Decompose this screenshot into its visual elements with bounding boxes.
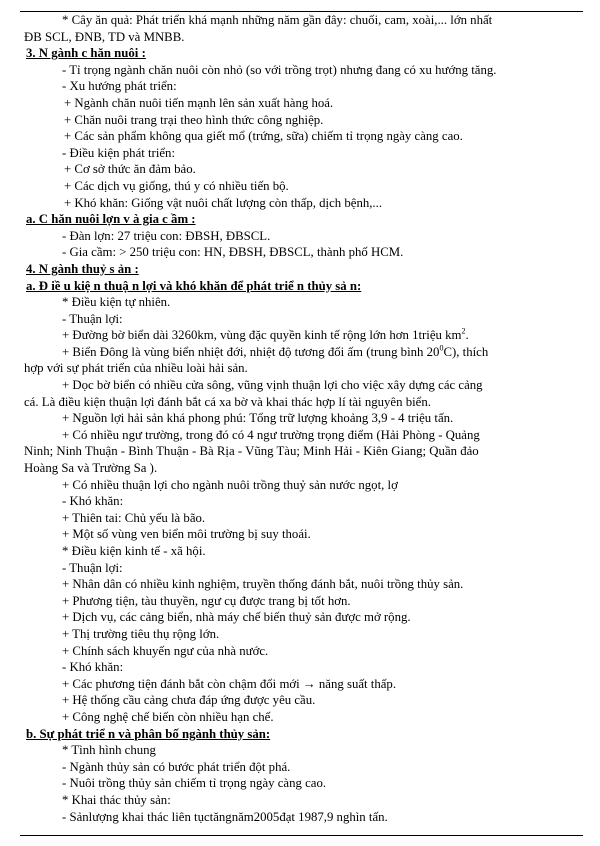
text-line: - Nuôi trồng thủy sản chiếm tỉ trọng ngày càng cao. <box>62 776 327 791</box>
text-run: . <box>465 328 469 343</box>
text-line: + Một số vùng ven biển môi trường bị suy thoái. <box>62 527 311 542</box>
text-line: - Sảnlượng khai thác liên tụctăngnăm2005đạt 1987,9 nghìn tấn. <box>62 809 388 824</box>
text-line: * Khai thác thủy sản: <box>62 792 171 807</box>
text-line: + Chăn nuôi trang trại theo hình thức công nghiệp. <box>64 112 324 127</box>
text-line: - Khó khăn: <box>62 660 124 675</box>
section-heading: 4. N gành thuỷ s ản : <box>26 261 139 276</box>
text-line: + Dịch vụ, các cảng biển, nhà máy chế biến thuỷ sản được mở rộng. <box>62 610 411 625</box>
text-run: + Biển Đông là vùng biển nhiệt đới, nhiệt độ tương đối ấm (trung bình 20 <box>62 344 440 359</box>
text-line <box>24 327 584 344</box>
section-heading: 3. N gành c hăn nuôi : <box>26 46 146 61</box>
text-line: + Có nhiều thuận lợi cho ngành nuôi trồng thuỷ sản nước ngọt, lợ <box>62 477 398 492</box>
text-line: + Công nghệ chế biến còn nhiều hạn chế. <box>62 709 274 724</box>
text-line: + Hệ thống cầu cảng chưa đáp ứng được yêu cầu. <box>62 693 316 708</box>
text-line: - Khó khăn: <box>62 494 124 509</box>
superscript: 2 <box>461 327 466 337</box>
text-line: - Xu hướng phát triển: <box>62 79 177 94</box>
text-line: - Ngành thủy sản có bước phát triển đột phá. <box>62 759 291 774</box>
text-line: + Nguồn lợi hải sản khá phong phú: Tổng trữ lượng khoảng 3,9 - 4 triệu tấn. <box>62 411 454 426</box>
text-line: + Các sản phẩm không qua giết mổ (trứng, sữa) chiếm tỉ trọng ngày càng cao. <box>64 129 463 144</box>
text-line: + Nhân dân có nhiều kinh nghiệm, truyền thống đánh bắt, nuôi trồng thủy sản. <box>62 577 464 592</box>
text-line: + Khó khăn: Giống vật nuôi chất lượng còn thấp, dịch bệnh,... <box>64 195 383 210</box>
document-page <box>24 12 584 825</box>
text-line: - Gia cầm: > 250 triệu con: HN, ĐBSH, ĐBSCL, thành phố HCM. <box>62 245 404 260</box>
text-line: + Thị trường tiêu thụ rộng lớn. <box>62 626 220 641</box>
text-line: + Thiên tai: Chủ yếu là bão. <box>62 510 206 525</box>
text-line: + Các dịch vụ giống, thú y có nhiều tiến bộ. <box>64 178 289 193</box>
text-run: + Đường bờ biển dài 3260km, vùng đặc quyền kinh tế rộng lớn hơn 1triệu km <box>62 328 462 343</box>
text-line: * Tình hình chung <box>62 743 156 758</box>
text-line: + Phương tiện, tàu thuyền, ngư cụ được trang bị tốt hơn. <box>62 593 351 608</box>
text-line: + Có nhiều ngư trường, trong đó có 4 ngư trường trọng điểm (Hải Phòng - Quảng <box>62 427 480 442</box>
text-line: * Cây ăn quả: Phát triển khá mạnh những năm gần đây: chuối, cam, xoài,... lớn nhất <box>62 13 493 27</box>
text-line: cá. Là điều kiện thuận lợi đánh bắt cá xa bờ và khai thác hợp lí tài nguyên biển. <box>24 394 431 409</box>
text-line: + Các phương tiện đánh bắt còn chậm đổi mới → năng suất thấp. <box>62 676 397 691</box>
text-line: + Chính sách khuyến ngư của nhà nước. <box>62 643 269 658</box>
text-line: * Điều kiện tự nhiên. <box>62 295 171 310</box>
text-line: + Dọc bờ biển có nhiều cửa sông, vũng vịnh thuận lợi cho việc xây dựng các cảng <box>62 378 483 393</box>
text-line <box>24 344 584 361</box>
subsection-heading: a. Đ iề u kiệ n thuậ n lợi và khó khăn để phát triể n thủy sả n: <box>26 278 362 293</box>
text-run: C), thích <box>443 344 489 359</box>
bottom-rule <box>20 835 583 836</box>
text-line: + Ngành chăn nuôi tiến mạnh lên sản xuất hàng hoá. <box>64 95 334 110</box>
text-line: - Tỉ trọng ngành chăn nuôi còn nhỏ (so với trồng trọt) nhưng đang có xu hướng tăng. <box>62 62 497 77</box>
text-line: - Thuận lợi: <box>62 311 123 326</box>
text-line: hợp với sự phát triển của nhiều loài hải sản. <box>24 361 248 376</box>
text-line: - Thuận lợi: <box>62 560 123 575</box>
subsection-heading: b. Sự phát triể n và phân bố ngành thủy sản: <box>26 726 271 741</box>
text-line: Hoàng Sa và Trường Sa ). <box>24 461 158 476</box>
text-line: ĐB SCL, ĐNB, TD và MNBB. <box>24 29 185 44</box>
text-line: Ninh; Ninh Thuận - Bình Thuận - Bà Rịa - Vũng Tàu; Minh Hải - Kiên Giang; Quần đảo <box>24 444 479 459</box>
text-line: - Đàn lợn: 27 triệu con: ĐBSH, ĐBSCL. <box>62 228 271 243</box>
superscript: 0 <box>439 343 444 353</box>
subsection-heading: a. C hăn nuôi lợn v à gia c ầm : <box>26 212 196 227</box>
text-line: + Cơ sở thức ăn đảm bảo. <box>64 162 196 177</box>
text-line: - Điều kiện phát triển: <box>62 145 176 160</box>
text-line: * Điều kiện kinh tế - xã hội. <box>62 544 206 558</box>
